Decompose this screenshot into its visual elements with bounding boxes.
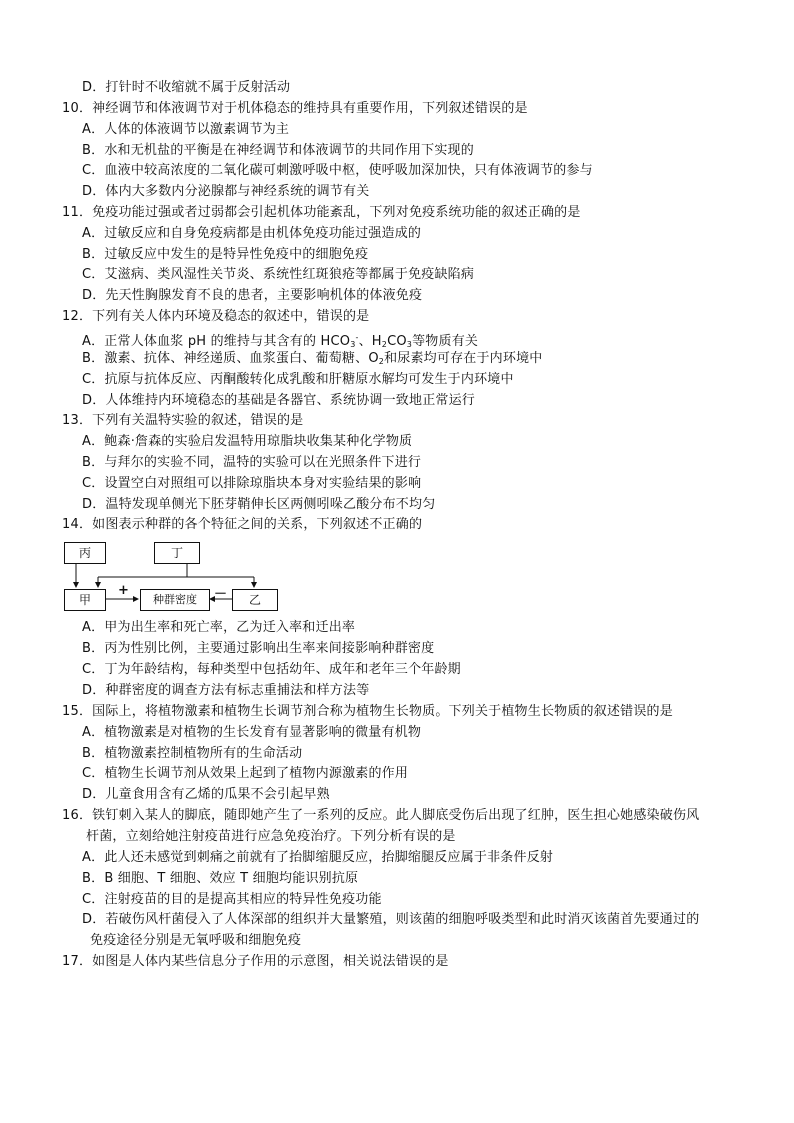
q16-option-d-line2: 免疫途径分别是无氧呼吸和细胞免疫 (90, 933, 302, 948)
box-ding: 丁 (154, 542, 200, 564)
q16-option-d-line1: D．若破伤风杆菌侵入了人体深部的组织并大量繁殖，则该菌的细胞呼吸类型和此时消灭该菌首先要通过的 (82, 912, 700, 927)
q12-option-b: B．激素、抗体、神经递质、血浆蛋白、葡萄糖、$O_2$和尿素均可存在于内环境中 (82, 351, 543, 366)
q11-option-a: A．过敏反应和自身免疫病都是由机体免疫功能过强造成的 (82, 226, 422, 241)
q14-stem: 14．如图表示种群的各个特征之间的关系，下列叙述不正确的 (62, 517, 423, 532)
q10-option-b: B．水和无机盐的平衡是在神经调节和体液调节的共同作用下实现的 (82, 143, 474, 158)
box-jia: 甲 (64, 589, 106, 611)
minus-sign: － (214, 587, 228, 602)
q16-option-b: B．B 细胞、T 细胞、效应 T 细胞均能识别抗原 (82, 871, 359, 886)
box-bing: 丙 (64, 542, 106, 564)
q16-stem-line1: 16．铁钉刺入某人的脚底，随即她产生了一系列的反应。此人脚底受伤后出现了红肿，医生担心她感染破伤风 (62, 808, 700, 823)
q16-option-a: A．此人还未感觉到刺痛之前就有了抬脚缩腿反应，抬脚缩腿反应属于非条件反射 (82, 850, 554, 865)
q12-option-d: D．人体维持内环境稳态的基础是各器官、系统协调一致地正常运行 (82, 393, 476, 408)
q10-option-c: C．血液中较高浓度的二氧化碳可刺激呼吸中枢，使呼吸加深加快，只有体液调节的参与 (82, 163, 593, 178)
q14-option-a: A．甲为出生率和死亡率，乙为迁入率和迁出率 (82, 620, 356, 635)
q11-option-c: C．艾滋病、类风湿性关节炎、系统性红斑狼疮等都属于免疫缺陷病 (82, 267, 475, 282)
box-yi: 乙 (232, 589, 278, 611)
q15-stem: 15．国际上，将植物激素和植物生长调节剂合称为植物生长物质。下列关于植物生长物质的叙述错误的是 (62, 704, 673, 719)
q14-option-d: D．种群密度的调查方法有标志重捕法和样方法等 (82, 683, 370, 698)
plus-sign: + (118, 583, 129, 598)
q16-option-c: C．注射疫苗的目的是提高其相应的特异性免疫功能 (82, 892, 382, 907)
q15-option-b: B．植物激素控制植物所有的生命活动 (82, 746, 303, 761)
q15-option-d: D．儿童食用含有乙烯的瓜果不会引起早熟 (82, 787, 330, 802)
q13-option-d: D．温特发现单侧光下胚芽鞘伸长区两侧吲哚乙酸分布不均匀 (82, 497, 436, 512)
q11-option-d: D．先天性胸腺发育不良的患者，主要影响机体的体液免疫 (82, 288, 423, 303)
q10-stem: 10．神经调节和体液调节对于机体稳态的维持具有重要作用，下列叙述错误的是 (62, 101, 528, 116)
population-diagram (62, 541, 282, 613)
q11-stem: 11．免疫功能过强或者过弱都会引起机体功能紊乱，下列对免疫系统功能的叙述正确的是 (62, 205, 581, 220)
q16-stem-line2: 杆菌，立刻给她注射疫苗进行应急免疫治疗。下列分析有误的是 (86, 829, 456, 844)
q14-option-c: C．丁为年龄结构，每种类型中包括幼年、成年和老年三个年龄期 (82, 662, 461, 677)
q11-option-b: B．过敏反应中发生的是特异性免疫中的细胞免疫 (82, 247, 369, 262)
q15-option-c: C．植物生长调节剂从效果上起到了植物内源激素的作用 (82, 766, 409, 781)
q10-option-d: D．体内大多数内分泌腺都与神经系统的调节有关 (82, 184, 370, 199)
q10-option-a: A．人体的体液调节以激素调节为主 (82, 122, 290, 137)
q12-option-c: C．抗原与抗体反应、丙酮酸转化成乳酸和肝糖原水解均可发生于内环境中 (82, 372, 514, 387)
q9-option-d: D．打针时不收缩就不属于反射活动 (82, 80, 291, 95)
q14-option-b: B．丙为性别比例，主要通过影响出生率来间接影响种群密度 (82, 641, 435, 656)
q13-option-b: B．与拜尔的实验不同，温特的实验可以在光照条件下进行 (82, 455, 422, 470)
q13-option-a: A．鲍森·詹森的实验启发温特用琼脂块收集某种化学物质 (82, 434, 413, 449)
q13-stem: 13．下列有关温特实验的叙述，错误的是 (62, 413, 304, 428)
q13-option-c: C．设置空白对照组可以排除琼脂块本身对实验结果的影响 (82, 476, 422, 491)
box-population-density: 种群密度 (140, 589, 210, 611)
q12-option-a: A．正常人体血浆 pH 的维持与其含有的 $HCO_3^-$、$H_2CO_3$等物质有关 (82, 333, 479, 349)
q15-option-a: A．植物激素是对植物的生长发育有显著影响的微量有机物 (82, 725, 422, 740)
q12-stem: 12．下列有关人体内环境及稳态的叙述中，错误的是 (62, 309, 370, 324)
q17-stem: 17．如图是人体内某些信息分子作用的示意图，相关说法错误的是 (62, 954, 449, 969)
